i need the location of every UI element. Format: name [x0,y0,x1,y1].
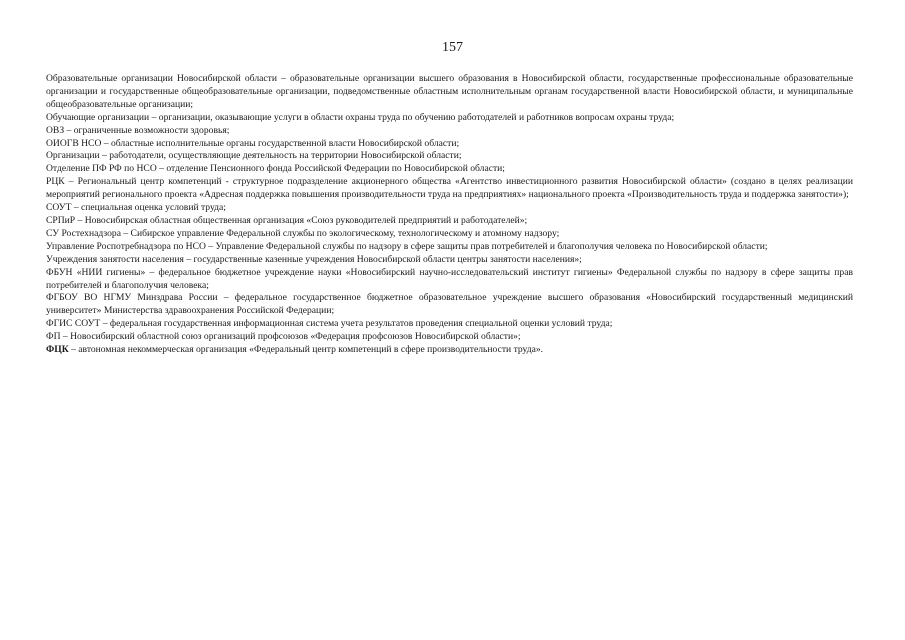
list-item: Образовательные организации Новосибирской области – образовательные организации высшего образования в Новосибирской области, государственные профессиональные образовательные организации и государственные общеобразовательные организации, подведомственные областным исполнительным органам государственной власти Новосибирской области, и муниципальные общеобразовательные организации; [46,73,853,110]
list-item: Учреждения занятости населения – государственные казенные учреждения Новосибирской области центры занятости населения»; [46,253,582,265]
list-item: Отделение ПФ РФ по НСО – отделение Пенсионного фонда Российской Федерации по Новосибирской области; [46,163,505,175]
list-item: ОИОГВ НСО – областные исполнительные органы государственной власти Новосибирской области; [46,137,460,149]
term-bold: ФЦК [46,344,69,356]
list-item: СОУТ – специальная оценка условий труда; [46,202,226,214]
page-number: 157 [442,40,463,55]
list-item: РЦК – Региональный центр компетенций - структурное подразделение акционерного общества «Агентство инвестиционного развития Новосибирской области» (создано в целях реализации мероприятий регионального проекта «Адресная поддержка повышения производительности труда на предприятиях» национального проекта «Производительность труда и поддержка занятости»); [46,176,853,201]
list-item: СРПиР – Новосибирская областная общественная организация «Союз руководителей предприятий и работодателей»; [46,214,528,226]
list-item: ФГБОУ ВО НГМУ Минздрава России – федеральное государственное бюджетное образовательное учреждение высшего образования «Новосибирский государственный медицинский университет» Министерства здравоохранения Российской Федерации; [46,292,853,317]
list-item: ФГИС СОУТ – федеральная государственная информационная система учета результатов проведения специальной оценки условий труда; [46,318,613,330]
list-item: ФБУН «НИИ гигиены» – федеральное бюджетное учреждение науки «Новосибирский научно-исследовательский институт гигиены» Федеральной службы по надзору в сфере защиты прав потребителей и благополучия человека; [46,266,853,291]
list-item: Организации – работодатели, осуществляющие деятельность на территории Новосибирской области; [46,150,462,162]
list-item: СУ Ростехнадзора – Сибирское управление Федеральной службы по экологическому, технологическому и атомному надзору; [46,227,560,239]
list-item: ФП – Новосибирский областной союз организаций профсоюзов «Федерация профсоюзов Новосибирской области»; [46,331,521,343]
list-item: Обучающие организации – организации, оказывающие услуги в области охраны труда по обучению работодателей и работников вопросам охраны труда; [46,111,675,123]
term-definition: – автономная некоммерческая организация «Федеральный центр компетенций в сфере производительности труда». [68,344,544,356]
list-item-last [46,344,853,357]
list-item: ОВЗ – ограниченные возможности здоровья; [46,124,230,136]
list-item: Управление Роспотребнадзора по НСО – Управление Федеральной службы по надзору в сфере защиты прав потребителей и благополучия человека по Новосибирской области; [46,240,768,252]
abbreviations-list [46,73,853,357]
